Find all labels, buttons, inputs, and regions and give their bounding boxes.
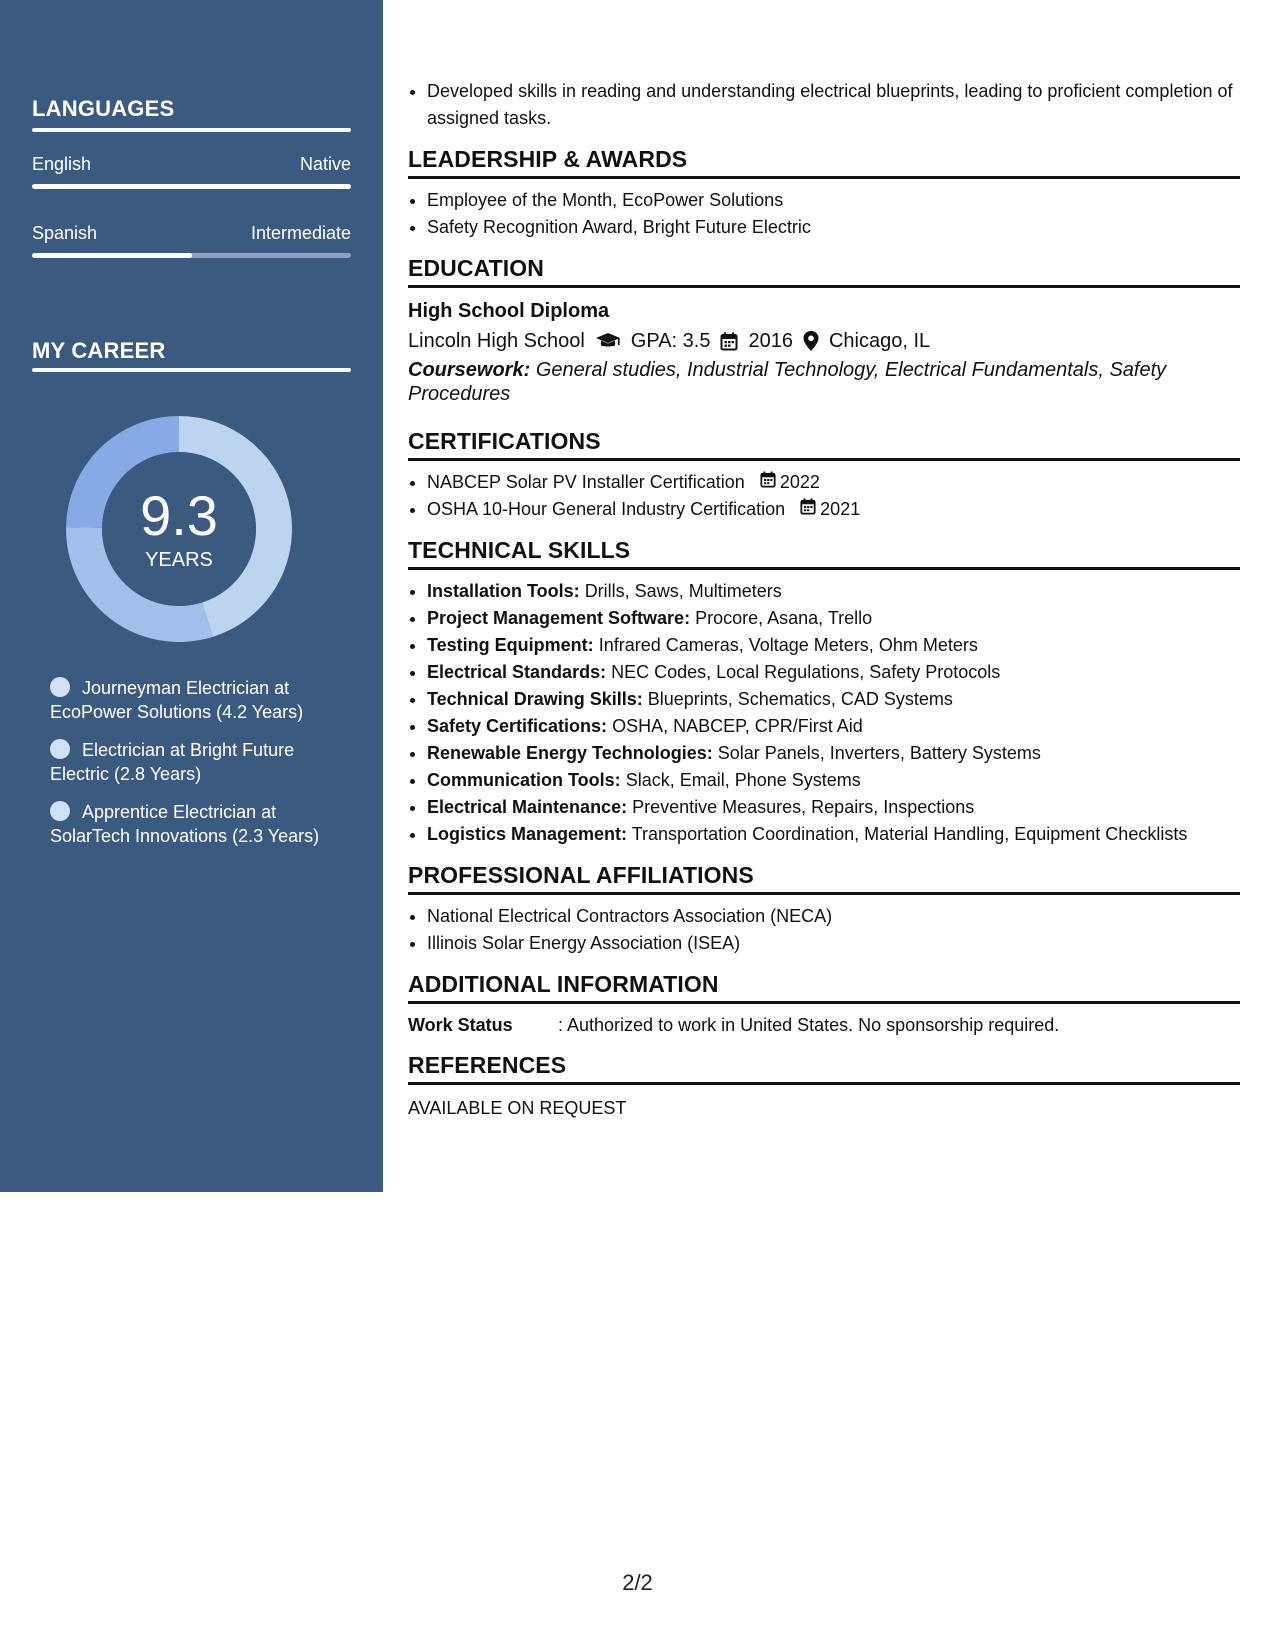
language-name: Spanish — [32, 223, 98, 243]
section-rule — [408, 285, 1240, 288]
skill-value: Transportation Coordination, Material Handling, Equipment Checklists — [631, 824, 1188, 844]
career-item-text: Journeyman Electrician at EcoPower Solutions (4.2 Years) — [50, 678, 304, 722]
certification-year: 2022 — [779, 472, 820, 492]
section-rule — [408, 458, 1240, 461]
skill-label: Logistics Management: — [427, 824, 628, 844]
skill-label: Electrical Maintenance: — [427, 797, 628, 817]
language-name: English — [32, 154, 92, 174]
language-level: Intermediate — [250, 223, 351, 243]
education-details — [408, 326, 1240, 356]
work-status-label: Work Status — [408, 1015, 513, 1035]
career-total-value: 9.3 — [140, 483, 218, 547]
section-title: REFERENCES — [408, 1052, 567, 1078]
location-pin-icon — [803, 331, 819, 351]
calendar-icon — [760, 469, 776, 496]
section-title: EDUCATION — [408, 255, 544, 281]
affiliations-list — [408, 903, 1240, 957]
language-row-english — [32, 154, 351, 175]
skill-label: Safety Certifications: — [427, 716, 608, 736]
skill-item — [427, 578, 1240, 605]
career-heading-rule — [32, 368, 351, 372]
section-title: TECHNICAL SKILLS — [408, 537, 631, 563]
skill-label: Technical Drawing Skills: — [427, 689, 643, 709]
graduation-cap-icon — [595, 332, 621, 350]
skills-list — [408, 578, 1240, 848]
bullet-dot-icon — [50, 739, 70, 759]
calendar-icon — [800, 496, 816, 523]
skill-label: Communication Tools: — [427, 770, 621, 790]
career-total-unit: YEARS — [145, 548, 213, 571]
bullet-dot-icon — [50, 677, 70, 697]
skill-item — [427, 713, 1240, 740]
career-heading: MY CAREER — [32, 338, 166, 363]
list-item: • Safety Recognition Award, Bright Future Electric — [427, 214, 1240, 241]
list-item: • Illinois Solar Energy Association (ISEA) — [427, 930, 1240, 957]
skill-value: Preventive Measures, Repairs, Inspections — [632, 797, 975, 817]
leadership-list — [408, 187, 1240, 241]
coursework — [408, 358, 1240, 406]
career-item-text: Electrician at Bright Future Electric (2.8 Years) — [50, 740, 295, 784]
language-bar-fill — [32, 184, 351, 189]
section-title: ADDITIONAL INFORMATION — [408, 971, 719, 997]
skill-item — [427, 740, 1240, 767]
experience-bullet: • Developed skills in reading and understanding electrical blueprints, leading to proficient completion of assigned tasks. — [427, 78, 1240, 132]
section-rule — [408, 176, 1240, 179]
sidebar — [0, 0, 383, 1192]
skill-value: NEC Codes, Local Regulations, Safety Protocols — [611, 662, 1001, 682]
languages-heading-rule — [32, 128, 351, 132]
skill-value: OSHA, NABCEP, CPR/First Aid — [612, 716, 863, 736]
certification-item — [427, 496, 1240, 523]
references-section — [408, 1050, 1240, 1121]
skill-value: Blueprints, Schematics, CAD Systems — [647, 689, 953, 709]
skill-value: Infrared Cameras, Voltage Meters, Ohm Meters — [598, 635, 978, 655]
work-status-row — [408, 1012, 1240, 1038]
certification-name: NABCEP Solar PV Installer Certification — [427, 472, 745, 492]
skill-item — [427, 767, 1240, 794]
language-bar-english — [32, 184, 351, 189]
degree-title: High School Diploma — [408, 300, 610, 322]
education-section — [408, 253, 1240, 406]
skill-item — [427, 821, 1240, 848]
section-rule — [408, 892, 1240, 895]
language-row-spanish — [32, 223, 351, 244]
section-rule — [408, 1001, 1240, 1004]
coursework-label: Coursework: — [408, 359, 531, 381]
gpa: GPA: 3.5 — [630, 330, 711, 352]
language-level: Native — [299, 154, 351, 174]
skill-label: Renewable Energy Technologies: — [427, 743, 713, 763]
affiliations-section — [408, 860, 1240, 957]
career-donut-center — [66, 416, 292, 642]
calendar-icon — [720, 332, 738, 351]
leadership-section — [408, 144, 1240, 241]
career-item-text: Apprentice Electrician at SolarTech Innovations (2.3 Years) — [50, 802, 320, 846]
coursework-text: General studies, Industrial Technology, Electrical Fundamentals, Safety Procedures — [408, 359, 1167, 405]
certification-item — [427, 469, 1240, 496]
section-title: CERTIFICATIONS — [408, 428, 601, 454]
list-item: • Employee of the Month, EcoPower Solutions — [427, 187, 1240, 214]
main-content — [408, 78, 1240, 1121]
certifications-list — [408, 469, 1240, 523]
skill-label: Testing Equipment: — [427, 635, 594, 655]
experience-tail-list — [408, 78, 1240, 132]
section-title: LEADERSHIP & AWARDS — [408, 146, 688, 172]
skill-value: Slack, Email, Phone Systems — [625, 770, 861, 790]
languages-heading: LANGUAGES — [32, 96, 175, 121]
certification-year: 2021 — [820, 499, 861, 519]
certification-date — [800, 496, 860, 523]
section-rule — [408, 1082, 1240, 1085]
school-name: Lincoln High School — [408, 330, 585, 352]
career-item — [50, 800, 340, 848]
section-title: PROFESSIONAL AFFILIATIONS — [408, 862, 754, 888]
career-item — [50, 676, 340, 724]
additional-info-section — [408, 969, 1240, 1038]
career-list — [50, 676, 340, 862]
school-location: Chicago, IL — [828, 330, 931, 352]
skill-item — [427, 605, 1240, 632]
bullet-dot-icon — [50, 801, 70, 821]
language-bar-spanish — [32, 253, 351, 258]
career-donut-chart — [66, 416, 292, 642]
technical-skills-section — [408, 535, 1240, 848]
certification-name: OSHA 10-Hour General Industry Certification — [427, 499, 786, 519]
skill-item — [427, 794, 1240, 821]
skill-label: Project Management Software: — [427, 608, 691, 628]
certifications-section — [408, 426, 1240, 523]
list-item: • National Electrical Contractors Association (NECA) — [427, 903, 1240, 930]
skill-item — [427, 659, 1240, 686]
language-bar-fill — [32, 253, 192, 258]
skill-value: Procore, Asana, Trello — [695, 608, 873, 628]
skill-item — [427, 686, 1240, 713]
references-text: AVAILABLE ON REQUEST — [408, 1098, 627, 1118]
skill-label: Electrical Standards: — [427, 662, 607, 682]
page-number: 2/2 — [622, 1570, 653, 1595]
graduation-year: 2016 — [748, 330, 793, 352]
skill-label: Installation Tools: — [427, 581, 580, 601]
skill-value: Drills, Saws, Multimeters — [584, 581, 782, 601]
skill-value: Solar Panels, Inverters, Battery Systems — [717, 743, 1041, 763]
career-item — [50, 738, 340, 786]
skill-item — [427, 632, 1240, 659]
section-rule — [408, 567, 1240, 570]
work-status-value: : Authorized to work in United States. No sponsorship required. — [558, 1015, 1060, 1035]
certification-date — [760, 469, 820, 496]
